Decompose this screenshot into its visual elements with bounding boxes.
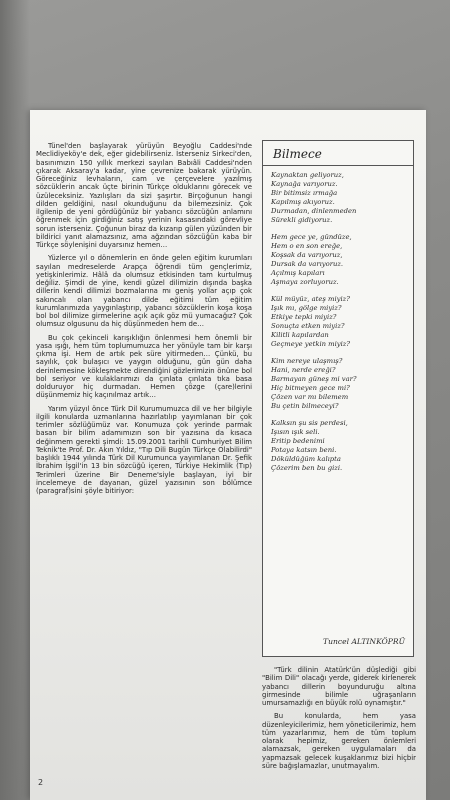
poem-line: Aşmaya zorluyoruz.	[271, 278, 339, 286]
poem-line: Hiç bitmeyen gece mi?	[271, 384, 350, 392]
poem-line: Çözen var mı bilemem	[271, 393, 349, 401]
poem-line: Döküldüğüm kalıpta	[271, 455, 341, 463]
paragraph: Tünel'den başlayarak yürüyün Beyoğlu Caddesi'nde Meclidiyeköy'e dek, eğer gidebilirseniz. İsterseniz Sirkeci'den, basınımızın 150 yıllık merkezi sayılan Babıâli Caddesi'nden çıkarak Aksaray'a kadar, yine çevrenize bakarak yürüyün. Göreceğiniz levhaların, cam ve çerçevelere yazılmış sözcüklerin ancak üçte birinin Türkçe olduklarını görecek ve üzüleceksiniz. Yazılışları da sizi şaşırtır. Birçoğunun hangi dilden geldiğini, nasıl okunduğunu da bilemezsiniz. Çok ilgilenip de yeni gördüğünüz bir yabancı sözcüğün anlamını öğrenmek için girdiğiniz satış yerinin kasasındaki görevliye sorun isterseniz. Çoğunun biraz da kızarıp gülen yüzünden bir bildirici yanıt alamazsınız, ama ağzından sözcüğün kaba bir Türkçe söylenişini duyarsınız hemen…	[36, 142, 252, 249]
poem-line: Etkiye tepki miyiz?	[271, 313, 337, 321]
poem-title: Bilmece	[273, 147, 322, 161]
poem-line: Barmayan güneş mi var?	[271, 375, 357, 383]
poem-line: Işısın ışık seli.	[271, 428, 320, 436]
poem-line: Eritip bedenimi	[271, 437, 325, 445]
poem-line: Sonuçta etken miyiz?	[271, 322, 345, 330]
poem-line: Potaya katsın beni.	[271, 446, 337, 454]
paragraph: Bu çok çekinceli karışıklığın önlenmesi hem önemli bir yasa ışığı, hem tüm toplumumuzca her yönüyle tam bir karşı çıkma işi. Hem de artık pek süre yitirmeden… Çünkü, bu sayılık, çok bulaşıcı ve yaygın olduğunu, gün gün daha derinlemesine kökleşmekte direndiğini gözlerimizin önüne bol bol seriyor ve kulaklarımızı da çınlata çınlata tıka basa dolduruyor hiç durmadan. Hemen çözge (çare)lerini düşünmemiz hiç kaçınılmaz artık…	[36, 333, 252, 400]
poem-line: Dursak da varıyoruz.	[271, 260, 344, 268]
poem-title-divider	[263, 165, 413, 166]
paragraph: Yarım yüzyıl önce Türk Dil Kurumumuzca dil ve her bilgiyle ilgili konularda uzmanlarına hazırlatılıp yayımlanan bir çok terimler sözlüğümüz var. Konumuza çok yerinde parmak basan bir bilim adamımızın son bir yazısına da kısaca değinmem gerekti şimdi: 15.09.2001 tarihli Cumhuriyet Bilim Teknik'te Prof. Dr. Akın Yıldız, "Tıp Dili Bugün Türkçe Olabilirdi" başlıklı 1944 yılında Türk Dil Kurumunca yayımlanan Dr. Şefik İbrahim İşgil'in 13 bin sözcüğü içeren, Türkiye Hekimlik (Tıp) Terimleri üzerine Bir Deneme'siyle başlayan, iyi bir incelemeye de dayanan, güzel yazısının son bölümce (paragraf)sini şöyle bitiriyor:	[36, 404, 252, 495]
poem-line: Kapılmış akıyoruz.	[271, 198, 335, 206]
poem-author: Tuncel ALTINKÖPRÜ	[323, 637, 405, 646]
document-page	[30, 110, 426, 800]
poem-stanza	[271, 171, 411, 225]
poem-line: Kim nereye ulaşmış?	[271, 357, 343, 365]
poem-line: Kilitli kapılardan	[271, 331, 329, 339]
poem-line: Durmadan, dinlenmeden	[271, 207, 357, 215]
poem-stanza	[271, 357, 411, 411]
poem-line: Hani, nerde ereği?	[271, 366, 336, 374]
poem-box	[262, 140, 414, 657]
poem-stanza	[271, 419, 411, 473]
poem-line: Işık mı, gölge miyiz?	[271, 304, 342, 312]
poem-line: Hem o en son ereğe,	[271, 242, 343, 250]
poem-line: Bir bitimsiz ırmağa	[271, 189, 338, 197]
poem-line: Kaynaktan geliyoruz,	[271, 171, 344, 179]
left-column	[36, 142, 252, 500]
paragraph: "Türk dilinin Atatürk'ün düşlediği gibi "Bilim Dili" olacağı yerde, giderek kirlenerek yabancı dillerin boyunduruğu altına girmesinde bilimle uğraşanların umursamazlığı en büyük rolü oynamıştır."	[262, 666, 416, 707]
poem-line: Geçmeye yetkin miyiz?	[271, 340, 351, 348]
poem-line: Çözerim ben bu gizi.	[271, 464, 343, 472]
right-column	[262, 666, 416, 775]
background-shadow	[0, 0, 30, 800]
paragraph: Bu konularda, hem yasa düzenleyicilerimiz, hem yöneticilerimiz, hem tüm yazarlarımız, hem de tüm toplum olarak hepimiz, gereken önlemleri alamazsak, gereken uygulamaları da yapmazsak gelecek kuşaklarımız bizi hiçbir süre bağışlamazlar, unutmayalım.	[262, 712, 416, 770]
poem-line: Hem gece ye, gündüze,	[271, 233, 352, 241]
poem-stanza	[271, 233, 411, 287]
paragraph: Yüzlerce yıl o dönemlerin en önde gelen eğitim kurumları sayılan medreselerde Arapça öğrendi tüm gençlerimiz, yetişkinlerimiz. Hâlâ da olumsuz etkisinden tam kurtulmuş değiliz. Şimdi de yine, kendi güzel dilimizin dışında başka dillerin kendi dilimizi bozmalarına mı geniş yollar açıp çok sakıncalı olan yabancı dilde eğitimi tüm eğitim kurumlarımızda yaygınlaştırıp, yabancı sözcüklerin koşa koşa bol bol dilimize girmelerine açık açık göz mü yumacağız? Çok olumsuz olgusunu da hiç düşünmeden hem de…	[36, 254, 252, 329]
poem-line: Koşsak da varıyoruz,	[271, 251, 343, 259]
poem-lines	[271, 171, 411, 481]
poem-line: Kaynağa varıyoruz.	[271, 180, 338, 188]
poem-line: Bu çetin bilmeceyi?	[271, 402, 339, 410]
poem-line: Kalksın şu sis perdesi,	[271, 419, 348, 427]
poem-line: Kül müyüz, ateş miyiz?	[271, 295, 350, 303]
poem-line: Açılmış kapıları	[271, 269, 325, 277]
poem-line: Sürekli gidiyoruz.	[271, 216, 333, 224]
page-number: 2	[38, 778, 44, 787]
poem-stanza	[271, 295, 411, 349]
